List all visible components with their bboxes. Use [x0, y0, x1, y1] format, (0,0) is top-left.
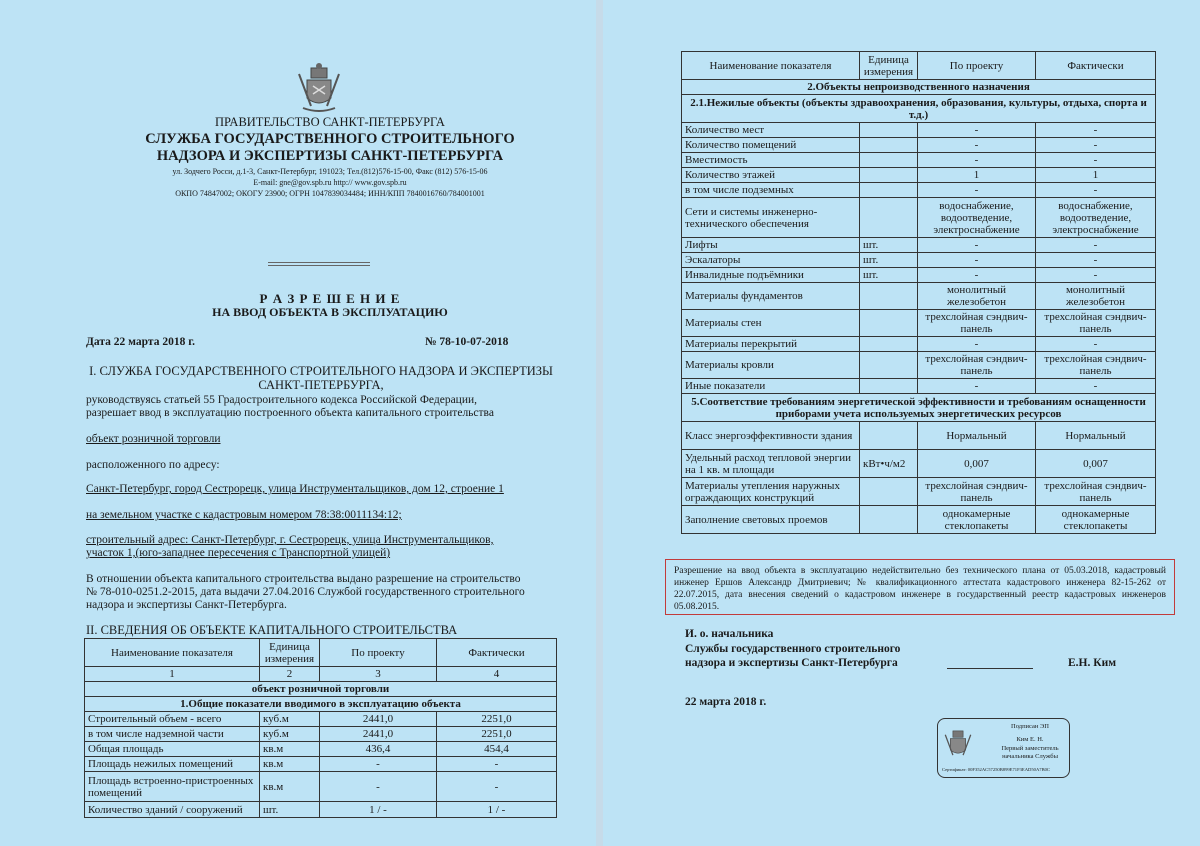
row-name: Материалы кровли: [682, 352, 860, 379]
row-project: 436,4: [320, 742, 437, 757]
permit-line2: № 78-010-0251.2-2015, дата выдачи 27.04.2016 Службой государственного строительного: [86, 586, 525, 598]
table-row: [85, 757, 557, 772]
row-name: Материалы перекрытий: [682, 337, 860, 352]
table-row: [682, 478, 1156, 506]
table-row: [85, 772, 557, 802]
row-name: Иные показатели: [682, 379, 860, 394]
row-name: Заполнение световых проемов: [682, 506, 860, 534]
row-name: Материалы стен: [682, 310, 860, 337]
section-row: 1.Общие показатели вводимого в эксплуатацию объекта: [85, 697, 557, 712]
row-project: 0,007: [918, 450, 1036, 478]
row-unit: [860, 379, 918, 394]
section1-title-line2: САНКТ-ПЕТЕРБУРГА,: [258, 378, 384, 392]
signer-title-line2: Службы государственного строительного: [685, 643, 901, 655]
table-header-row: [682, 52, 1156, 80]
table-row: [682, 123, 1156, 138]
row-project: трехслойная сэндвич-панель: [918, 478, 1036, 506]
row-actual: 2251,0: [437, 727, 557, 742]
permit-line3: надзора и экспертизы Санкт-Петербурга.: [86, 599, 287, 611]
header-cell: По проекту: [918, 52, 1036, 80]
section-row: 5.Соответствие требованиям энергетической эффективности и требованиям оснащенности приборами учета используемых энергетических ресурсов: [682, 394, 1156, 422]
row-unit: [860, 310, 918, 337]
row-unit: шт.: [860, 268, 918, 283]
row-project: 2441,0: [320, 727, 437, 742]
row-name: Эскалаторы: [682, 253, 860, 268]
stamp-certificate: Сертификат: 00F352AC57250B899E71F3EAD50A7B0C: [942, 767, 1050, 772]
row-actual: монолитный железобетон: [1036, 283, 1156, 310]
table-row: [682, 506, 1156, 534]
number-cell: 3: [320, 667, 437, 682]
table-row: [682, 310, 1156, 337]
stamp-signed-label: Подписан ЭП: [1011, 723, 1049, 730]
row-unit: кв.м: [260, 757, 320, 772]
header-cell: Наименование показателя: [85, 639, 260, 667]
table-body-b: [682, 422, 1156, 534]
technical-plan-note: Разрешение на ввод объекта в эксплуатацию недействительно без технического плана от 05.03.2018, кадастровый инженер Ершов Александр Дмитриевич; № квалификационного аттестата кадастрового инженера 82-15-262 от 22.07.2015, дата внесения сведений о кадастровом инженере в государственный реестр кадастровых инженеров 05.08.2015.: [665, 559, 1175, 615]
page-2: [603, 0, 1200, 846]
land-plot: на земельном участке с кадастровым номером 78:38:0011134:12;: [86, 509, 402, 521]
number-cell: 4: [437, 667, 557, 682]
row-actual: -: [1036, 123, 1156, 138]
row-name: Площадь нежилых помещений: [85, 757, 260, 772]
row-unit: [860, 283, 918, 310]
table-row: [682, 238, 1156, 253]
table-row: [682, 379, 1156, 394]
row-project: -: [918, 153, 1036, 168]
table-row: [682, 450, 1156, 478]
signer-title-line3: надзора и экспертизы Санкт-Петербурга: [685, 657, 898, 669]
document-number: № 78-10-07-2018: [425, 336, 509, 348]
row-project: -: [918, 138, 1036, 153]
signature-line: [947, 668, 1033, 669]
row-name: Материалы утепления наружных ограждающих конструкций: [682, 478, 860, 506]
row-actual: -: [1036, 268, 1156, 283]
permit-line1: В отношении объекта капитального строительства выдано разрешение на строительство: [86, 573, 521, 585]
table-row: [682, 183, 1156, 198]
row-name: Лифты: [682, 238, 860, 253]
row-actual: трехслойная сэндвич-панель: [1036, 478, 1156, 506]
row-actual: -: [1036, 253, 1156, 268]
row-unit: [860, 153, 918, 168]
row-name: Количество мест: [682, 123, 860, 138]
table-row: [682, 168, 1156, 183]
stamp-position-line1: Первый заместитель: [1001, 745, 1059, 752]
row-project: -: [918, 253, 1036, 268]
row-actual: трехслойная сэндвич-панель: [1036, 310, 1156, 337]
row-project: однокамерные стеклопакеты: [918, 506, 1036, 534]
header-cell: Наименование показателя: [682, 52, 860, 80]
number-cell: 1: [85, 667, 260, 682]
row-name: Материалы фундаментов: [682, 283, 860, 310]
row-actual: -: [1036, 183, 1156, 198]
row-actual: -: [1036, 238, 1156, 253]
table-row: [682, 268, 1156, 283]
characteristics-table-2: [681, 51, 1156, 534]
row-project: трехслойная сэндвич-панель: [918, 352, 1036, 379]
signature-date: 22 марта 2018 г.: [685, 696, 767, 708]
document-subtitle: НА ВВОД ОБЪЕКТА В ЭКСПЛУАТАЦИЮ: [212, 305, 448, 319]
row-actual: -: [437, 757, 557, 772]
row-name: Количество этажей: [682, 168, 860, 183]
row-unit: шт.: [860, 238, 918, 253]
government-title: ПРАВИТЕЛЬСТВО САНКТ-ПЕТЕРБУРГА: [215, 115, 445, 129]
object-name: объект розничной торговли: [86, 433, 221, 445]
guided-line2: разрешает ввод в эксплуатацию построенного объекта капитального строительства: [86, 407, 494, 419]
page-1: [0, 0, 596, 846]
row-name: Вместимость: [682, 153, 860, 168]
section-row: 2.Объекты непроизводственного назначения: [682, 80, 1156, 95]
row-project: 2441,0: [320, 712, 437, 727]
row-actual: 454,4: [437, 742, 557, 757]
service-codes: ОКПО 74847002; ОКОГУ 23900; ОГРН 1047839034484; ИНН/КПП 7840016760/784001001: [175, 189, 485, 198]
row-unit: [860, 123, 918, 138]
build-address-line1: строительный адрес: Санкт-Петербург, г. Сестрорецк, улица Инструментальщиков,: [86, 534, 494, 546]
row-actual: -: [1036, 337, 1156, 352]
row-actual: трехслойная сэндвич-панель: [1036, 352, 1156, 379]
document-date: Дата 22 марта 2018 г.: [86, 336, 195, 348]
row-actual: -: [1036, 379, 1156, 394]
stamp-position-line2: начальника Службы: [1002, 753, 1058, 760]
service-contacts: E-mail: gne@gov.spb.ru http:// www.gov.spb.ru: [253, 178, 407, 187]
table-number-row: [85, 667, 557, 682]
row-project: водоснабжение, водоотведение, электроснабжение: [918, 198, 1036, 238]
row-actual: 2251,0: [437, 712, 557, 727]
characteristics-table-1: [84, 638, 557, 818]
document-title: Р А З Р Е Ш Е Н И Е: [259, 291, 401, 306]
row-name: Сети и системы инженерно-технического обеспечения: [682, 198, 860, 238]
row-project: монолитный железобетон: [918, 283, 1036, 310]
header-cell: Фактически: [437, 639, 557, 667]
signer-name: Е.Н. Ким: [1068, 657, 1117, 669]
row-project: 1 / -: [320, 802, 437, 818]
table-body-a: [682, 123, 1156, 394]
row-name: Удельный расход тепловой энергии на 1 кв. м площади: [682, 450, 860, 478]
table-row: [682, 253, 1156, 268]
row-project: -: [918, 379, 1036, 394]
row-project: Нормальный: [918, 422, 1036, 450]
stamp-coat-of-arms-icon: [944, 725, 972, 761]
table-row: [85, 727, 557, 742]
table-row: [682, 337, 1156, 352]
row-unit: кв.м: [260, 772, 320, 802]
table-row: [682, 422, 1156, 450]
row-project: -: [320, 757, 437, 772]
table-row: [85, 742, 557, 757]
row-project: трехслойная сэндвич-панель: [918, 310, 1036, 337]
row-name: в том числе надземной части: [85, 727, 260, 742]
object-row: объект розничной торговли: [85, 682, 557, 697]
section2-title: II. СВЕДЕНИЯ ОБ ОБЪЕКТЕ КАПИТАЛЬНОГО СТРОИТЕЛЬСТВА: [86, 623, 458, 637]
row-project: -: [320, 772, 437, 802]
row-unit: куб.м: [260, 727, 320, 742]
row-unit: [860, 168, 918, 183]
guided-line1: руководствуясь статьей 55 Градостроительного кодекса Российской Федерации,: [86, 394, 478, 406]
row-actual: 1: [1036, 168, 1156, 183]
row-actual: однокамерные стеклопакеты: [1036, 506, 1156, 534]
table-row: [682, 283, 1156, 310]
row-unit: куб.м: [260, 712, 320, 727]
row-actual: водоснабжение, водоотведение, электроснабжение: [1036, 198, 1156, 238]
service-title-line2: НАДЗОРА И ЭКСПЕРТИЗЫ САНКТ-ПЕТЕРБУРГА: [156, 148, 504, 164]
table-row: [682, 352, 1156, 379]
row-name: Общая площадь: [85, 742, 260, 757]
row-actual: -: [1036, 138, 1156, 153]
row-unit: [860, 337, 918, 352]
row-actual: -: [1036, 153, 1156, 168]
row-project: -: [918, 183, 1036, 198]
row-unit: кв.м: [260, 742, 320, 757]
stamp-signer: Ким Е. Н.: [1016, 736, 1044, 743]
row-unit: [860, 198, 918, 238]
header-cell: Фактически: [1036, 52, 1156, 80]
redacted-line: [268, 262, 370, 266]
coat-of-arms-icon: [297, 60, 341, 114]
row-name: Класс энергоэффективности здания: [682, 422, 860, 450]
object-address: Санкт-Петербург, город Сестрорецк, улица Инструментальщиков, дом 12, строение 1: [86, 483, 504, 495]
section-row: 2.1.Нежилые объекты (объекты здравоохранения, образования, культуры, отдыха, спорта и т.д.): [682, 95, 1156, 123]
row-name: Количество зданий / сооружений: [85, 802, 260, 818]
table-header-row: [85, 639, 557, 667]
service-address: ул. Зодчего Росси, д.1-3, Санкт-Петербург, 191023; Тел.(812)576-15-00, Факс (812) 576-15-06: [172, 167, 488, 176]
row-unit: [860, 506, 918, 534]
row-unit: [860, 422, 918, 450]
table-row: [682, 153, 1156, 168]
row-unit: [860, 183, 918, 198]
row-actual: -: [437, 772, 557, 802]
row-name: Инвалидные подъёмники: [682, 268, 860, 283]
row-project: -: [918, 268, 1036, 283]
row-unit: кВт•ч/м2: [860, 450, 918, 478]
row-actual: 0,007: [1036, 450, 1156, 478]
section1-title-line1: I. СЛУЖБА ГОСУДАРСТВЕННОГО СТРОИТЕЛЬНОГО НАДЗОРА И ЭКСПЕРТИЗЫ: [89, 364, 553, 378]
build-address-line2: участок 1,(юго-западнее пересечения с Транспортной улицей): [86, 547, 391, 559]
signer-title-line1: И. о. начальника: [685, 628, 774, 640]
row-unit: шт.: [860, 253, 918, 268]
table-row: [85, 802, 557, 818]
row-project: 1: [918, 168, 1036, 183]
row-name: Количество помещений: [682, 138, 860, 153]
row-name: Площадь встроенно-пристроенных помещений: [85, 772, 260, 802]
row-name: в том числе подземных: [682, 183, 860, 198]
header-cell: Единица измерения: [260, 639, 320, 667]
located-label: расположенного по адресу:: [86, 459, 220, 471]
row-project: -: [918, 337, 1036, 352]
header-cell: Единица измерения: [860, 52, 918, 80]
row-unit: [860, 352, 918, 379]
row-actual: Нормальный: [1036, 422, 1156, 450]
row-project: -: [918, 123, 1036, 138]
row-project: -: [918, 238, 1036, 253]
service-title-line1: СЛУЖБА ГОСУДАРСТВЕННОГО СТРОИТЕЛЬНОГО: [145, 131, 515, 147]
row-name: Строительный объем - всего: [85, 712, 260, 727]
table-row: [85, 712, 557, 727]
row-unit: [860, 138, 918, 153]
electronic-signature-stamp: [937, 718, 1070, 778]
number-cell: 2: [260, 667, 320, 682]
row-actual: 1 / -: [437, 802, 557, 818]
table-row: [682, 138, 1156, 153]
table-row: [682, 198, 1156, 238]
row-unit: [860, 478, 918, 506]
row-unit: шт.: [260, 802, 320, 818]
header-cell: По проекту: [320, 639, 437, 667]
